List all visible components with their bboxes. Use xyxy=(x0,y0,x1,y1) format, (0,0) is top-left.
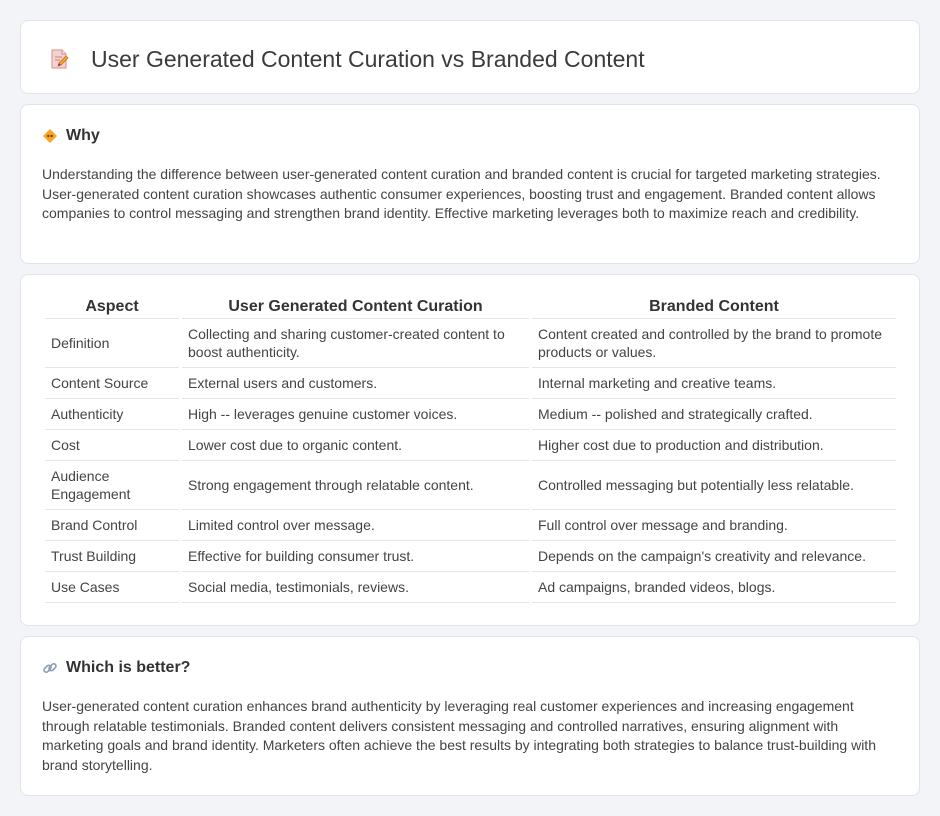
ugc-cell: Limited control over message. xyxy=(182,510,529,541)
aspect-cell: Use Cases xyxy=(45,572,179,603)
table-row xyxy=(45,319,896,368)
table-row xyxy=(45,510,896,541)
comparison-card xyxy=(20,274,920,626)
table-header-row xyxy=(45,297,896,319)
table-row xyxy=(45,399,896,430)
table-row xyxy=(45,368,896,399)
aspect-cell: Definition xyxy=(45,319,179,368)
branded-cell: Medium -- polished and strategically crafted. xyxy=(532,399,896,430)
ugc-cell: Lower cost due to organic content. xyxy=(182,430,529,461)
branded-cell: Ad campaigns, branded videos, blogs. xyxy=(532,572,896,603)
ugc-cell: High -- leverages genuine customer voices. xyxy=(182,399,529,430)
aspect-cell: Authenticity xyxy=(45,399,179,430)
which-is-better-text: User-generated content curation enhances brand authenticity by leveraging real customer experiences and increasing engagement through relatable testimonials. Branded content delivers consistent messaging and controlled narratives, ensuring alignment with marketing goals and brand identity. Marketers often achieve the best results by integrating both strategies to balance trust-building with brand storytelling. xyxy=(42,698,876,773)
branded-cell: Full control over message and branding. xyxy=(532,510,896,541)
table-row xyxy=(45,461,896,510)
aspect-cell: Content Source xyxy=(45,368,179,399)
branded-cell: Content created and controlled by the brand to promote products or values. xyxy=(532,319,896,368)
table-row xyxy=(45,541,896,572)
branded-cell: Higher cost due to production and distribution. xyxy=(532,430,896,461)
comparison-table xyxy=(42,297,899,603)
document-pencil-icon xyxy=(47,47,71,71)
aspect-cell: Trust Building xyxy=(45,541,179,572)
aspect-cell: Audience Engagement xyxy=(45,461,179,510)
page-title: User Generated Content Curation vs Branded Content xyxy=(91,46,645,72)
aspect-cell: Cost xyxy=(45,430,179,461)
ugc-cell: Strong engagement through relatable content. xyxy=(182,461,529,510)
why-section xyxy=(20,104,920,264)
title-card xyxy=(20,20,920,94)
link-icon xyxy=(42,660,58,676)
table-row xyxy=(45,572,896,603)
why-heading: Why xyxy=(66,127,100,144)
column-header-branded: Branded Content xyxy=(532,297,896,319)
which-is-better-heading: Which is better? xyxy=(66,659,191,676)
ugc-cell: Effective for building consumer trust. xyxy=(182,541,529,572)
diamond-icon xyxy=(42,128,58,144)
aspect-cell: Brand Control xyxy=(45,510,179,541)
table-row xyxy=(45,430,896,461)
ugc-cell: Social media, testimonials, reviews. xyxy=(182,572,529,603)
branded-cell: Controlled messaging but potentially less relatable. xyxy=(532,461,896,510)
branded-cell: Internal marketing and creative teams. xyxy=(532,368,896,399)
ugc-cell: Collecting and sharing customer-created content to boost authenticity. xyxy=(182,319,529,368)
column-header-aspect: Aspect xyxy=(45,297,179,319)
branded-cell: Depends on the campaign's creativity and relevance. xyxy=(532,541,896,572)
column-header-ugc: User Generated Content Curation xyxy=(182,297,529,319)
which-is-better-section xyxy=(20,636,920,796)
ugc-cell: External users and customers. xyxy=(182,368,529,399)
why-text: Understanding the difference between user-generated content curation and branded content is crucial for targeted marketing strategies. User-generated content curation showcases authentic consumer experiences, boosting trust and engagement. Branded content allows companies to control messaging and strengthen brand identity. Effective marketing leverages both to maximize reach and credibility. xyxy=(42,166,881,221)
